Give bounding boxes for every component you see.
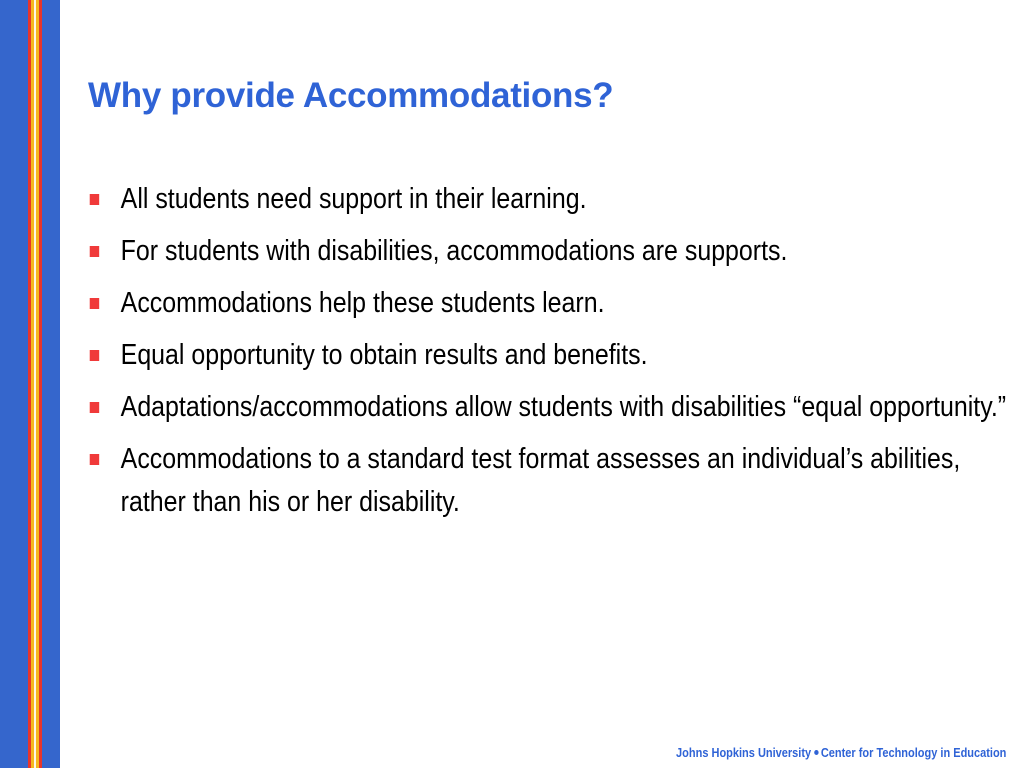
stripe-blue-outer (0, 0, 28, 768)
footer-university: Johns Hopkins University (675, 746, 811, 760)
bullet-text: Adaptations/accommodations allow students with disabilities “equal opportunity.” (120, 391, 1007, 423)
bullet-text: All students need support in their learning. (120, 183, 587, 215)
list-item (88, 230, 1024, 273)
decorative-stripe-bar (0, 0, 60, 768)
square-bullet-icon (90, 298, 99, 309)
square-bullet-icon (90, 194, 99, 205)
square-bullet-icon (90, 246, 99, 257)
bullet-text: Accommodations to a standard test format assesses an individual’s abilities, rather than his or her disability. (120, 443, 961, 518)
bullet-text: Equal opportunity to obtain results and benefits. (120, 339, 648, 371)
footer-credit (676, 746, 1006, 760)
footer-center: Center for Technology in Education (820, 746, 1006, 760)
list-item (88, 334, 1024, 377)
list-item (88, 438, 1024, 524)
bullet-dot-icon (813, 750, 817, 755)
bullet-list (88, 178, 1007, 533)
square-bullet-icon (90, 454, 99, 465)
square-bullet-icon (90, 350, 99, 361)
square-bullet-icon (90, 402, 99, 413)
list-item (88, 386, 1024, 429)
list-item (88, 178, 1024, 221)
bullet-text: For students with disabilities, accommodations are supports. (120, 235, 788, 267)
slide-title: Why provide Accommodations? (88, 76, 614, 115)
bullet-text: Accommodations help these students learn. (120, 287, 605, 319)
list-item (88, 282, 1024, 325)
stripe-blue-inner (42, 0, 60, 768)
